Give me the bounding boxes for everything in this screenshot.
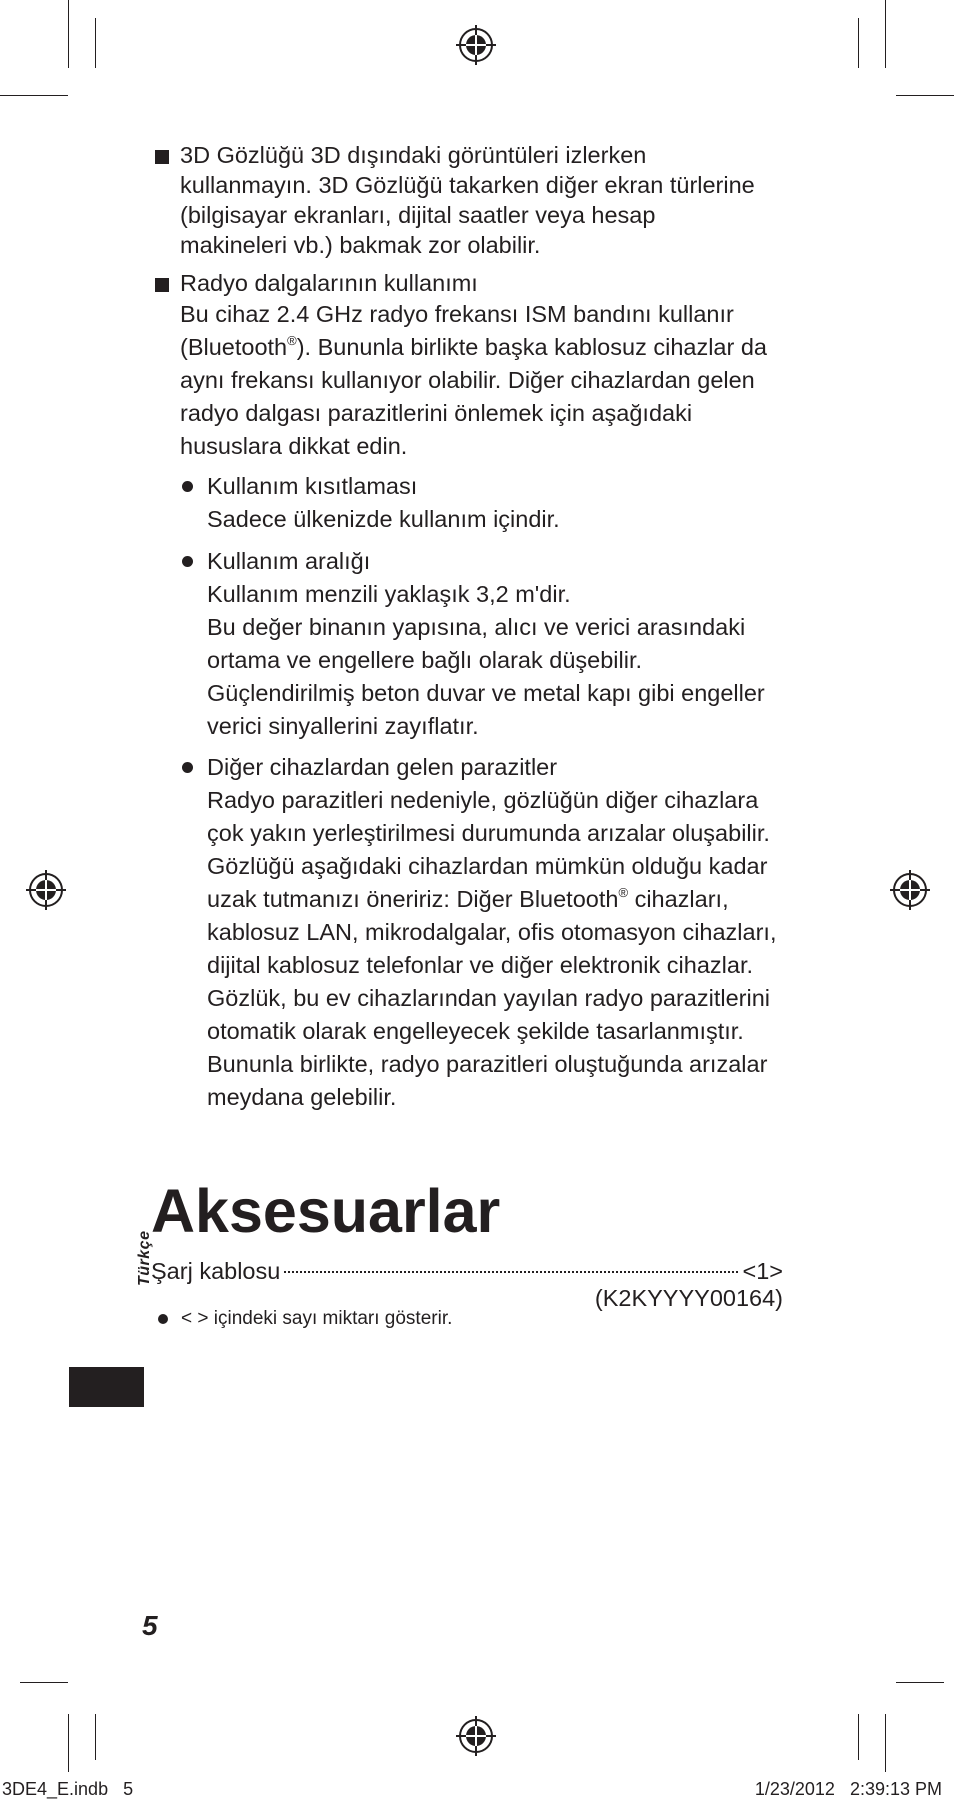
crop-mark xyxy=(95,1714,96,1760)
square-bullet-icon xyxy=(155,150,169,164)
crop-mark xyxy=(95,18,96,68)
registration-mark-icon xyxy=(26,870,66,910)
glasses-warning-item xyxy=(180,140,760,260)
range-item xyxy=(207,545,767,743)
range-text: Bu değer binanın yapısına, alıcı ve verici arasındaki ortama ve engellere bağlı olarak düşebilir. Güçlendirilmiş beton duvar ve metal kapı gibi engeller verici sinyallerini zayıflatır. xyxy=(207,614,765,739)
slug-file: 3DE4_E.indb 5 xyxy=(2,1779,134,1799)
language-tab-marker xyxy=(69,1367,144,1407)
crop-mark xyxy=(885,1714,886,1772)
range-title: Kullanım aralığı xyxy=(207,548,371,574)
crop-mark xyxy=(858,1714,859,1760)
round-bullet-icon xyxy=(158,1314,168,1324)
page-number: 5 xyxy=(142,1610,158,1641)
round-bullet-icon xyxy=(182,556,193,567)
accessory-quantity: <1> xyxy=(742,1258,783,1284)
crop-mark xyxy=(858,18,859,68)
glasses-warning-text: 3D Gözlüğü 3D dışındaki görüntüleri izlerken kullanmayın. 3D Gözlüğü takarken diğer ekran türlerine (bilgisayar ekranları, dijital saatler veya hesap makineleri vb.) bakmak zor olabilir. xyxy=(180,142,755,258)
interference-title: Diğer cihazlardan gelen parazitler xyxy=(207,754,558,780)
crop-mark xyxy=(896,1682,944,1683)
crop-mark xyxy=(68,1714,69,1772)
accessory-row xyxy=(151,1256,783,1286)
registration-mark-icon xyxy=(890,870,930,910)
registration-mark-icon xyxy=(456,1716,496,1756)
round-bullet-icon xyxy=(182,762,193,773)
leader-dots xyxy=(284,1271,738,1273)
quantity-note-text: < > içindeki sayı miktarı gösterir. xyxy=(181,1308,453,1329)
restriction-text: Sadece ülkenizde kullanım içindir. xyxy=(207,506,560,532)
range-line: Kullanım menzili yaklaşık 3,2 m'dir. xyxy=(207,581,571,607)
restriction-item xyxy=(207,470,787,536)
registered-mark: ® xyxy=(287,333,297,348)
radio-waves-item xyxy=(180,268,790,463)
accessory-part-code: (K2KYYYY00164) xyxy=(594,1285,783,1311)
interference-item xyxy=(207,751,787,1114)
accessories-heading: Aksesuarlar xyxy=(151,1177,501,1245)
registered-mark: ® xyxy=(618,885,629,900)
quantity-note xyxy=(181,1306,452,1332)
registration-mark-icon xyxy=(456,25,496,65)
slug-date: 1/23/2012 2:39:13 PM xyxy=(754,1779,942,1799)
round-bullet-icon xyxy=(182,481,193,492)
radio-heading: Radyo dalgalarının kullanımı xyxy=(180,270,478,296)
interference-text: Radyo parazitleri nedeniyle, gözlüğün diğer cihazlara çok yakın yerleştirilmesi durumunda arızalar oluşabilir. Gözlüğü aşağıdaki cihazlardan mümkün olduğu kadar uzak tutmanızı öneririz: Diğer Bluetooth® cihazları, kablosuz LAN, mikrodalgalar, ofis otomasyon cihazları, dijital kablosuz telefonlar ve diğer elektronik cihazlar. Gözlük, bu ev cihazlarından yayılan radyo parazitlerini otomatik olarak engelleyecek şekilde tasarlanmıştır. Bununla birlikte, radyo parazitleri oluştuğunda arızalar meydana gelebilir. xyxy=(207,787,777,1110)
accessory-name: Şarj kablosu xyxy=(151,1258,281,1284)
radio-body: Bu cihaz 2.4 GHz radyo frekansı ISM bandını kullanır (Bluetooth®). Bununla birlikte başka kablosuz cihazlar da aynı frekansı kullanıyor olabilir. Diğer cihazlardan gelen radyo dalgası parazitlerini önlemek için aşağıdaki hususlara dikkat edin. xyxy=(180,301,767,459)
crop-mark xyxy=(20,1682,68,1683)
crop-mark xyxy=(68,0,69,68)
square-bullet-icon xyxy=(155,278,169,292)
crop-mark xyxy=(896,95,954,96)
crop-mark xyxy=(885,0,886,68)
restriction-title: Kullanım kısıtlaması xyxy=(207,473,418,499)
crop-mark xyxy=(0,95,68,96)
